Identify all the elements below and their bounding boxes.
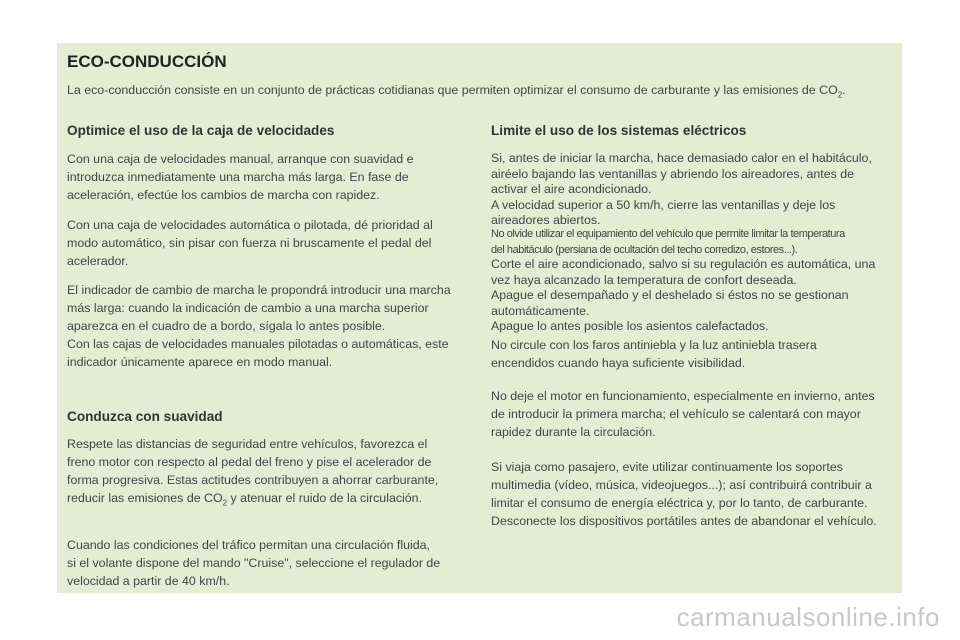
- electric-paragraph-air-conditioning: Corte el aire acondicionado, salvo si su regulación es automática, una vez haya alcanzado la temperatura de confort deseada. Apague el desempañado y el deshelado si éstos no se gestionan automáticamente. Apague lo antes posible los asientos calefactados.: [491, 257, 876, 333]
- eco-driving-panel: [57, 43, 902, 593]
- gearbox-paragraph-manual: Con una caja de velocidades manual, arranque con suavidad e introduzca inmediatamente una marcha más larga. En fase de aceleración, efectúe los cambios de marcha con rapidez.: [67, 152, 414, 202]
- gearbox-paragraph-automatic: Con una caja de velocidades automática o pilotada, dé prioridad al modo automático, sin pisar con fuerza ni bruscamente el pedal del acelerador.: [67, 218, 433, 268]
- electric-paragraph-fog-lights: No circule con los faros antiniebla y la luz antiniebla trasera encendidos cuando haya suficiente visibilidad.: [491, 338, 817, 370]
- intro-paragraph: La eco-conducción consiste en un conjunto de prácticas cotidianas que permiten optimizar el consumo de carburante y las emisiones de $CO_2$.: [67, 83, 846, 100]
- electric-systems-heading: Limite el uso de los sistemas eléctricos: [491, 123, 747, 138]
- electric-paragraph-engine-idle: No deje el motor en funcionamiento, especialmente en invierno, antes de introducir la primera marcha; el vehículo se calentará con mayor rapidez durante la circulación.: [491, 389, 875, 439]
- gearbox-paragraph-indicator: El indicador de cambio de marcha le propondrá introducir una marcha más larga: cuando la indicación de cambio a una marcha superior aparezca en el cuadro de a bordo, sígala lo antes posible. Con las cajas de velocidades manuales pilotadas o automáticas, este indicador únicamente aparece en modo manual.: [67, 283, 451, 369]
- page-title: ECO-CONDUCCIÓN: [67, 52, 227, 71]
- electric-paragraph-multimedia: Si viaja como pasajero, evite utilizar continuamente los soportes multimedia (vídeo, música, videojuegos...); así contribuirá contribuir a limitar el consumo de energía eléctrica y, por lo tanto, de carburante. Desconecte los dispositivos portátiles antes de abandonar el vehículo.: [491, 460, 877, 528]
- gearbox-heading: Optimice el uso de la caja de velocidades: [67, 123, 335, 138]
- electric-paragraph-ventilation: Si, antes de iniciar la marcha, hace demasiado calor en el habitáculo, airéelo bajando las ventanillas y abriendo los aireadores, antes de activar el aire acondicionado. A velocidad superior a 50 km/h, cierre las ventanillas y deje los aireadores abiertos.: [491, 151, 872, 227]
- watermark: carmanualsonline.info: [676, 602, 940, 632]
- smooth-driving-heading: Conduzca con suavidad: [67, 409, 223, 424]
- smooth-driving-paragraph-distance: Respete las distancias de seguridad entre vehículos, favorezca el freno motor con respecto al pedal del freno y pise el acelerador de forma progresiva. Estas actitudes contribuyen a ahorrar carburante, reducir las emisiones de $CO_2$ y atenuar el ruido de la circulación.: [67, 437, 439, 508]
- smooth-driving-paragraph-cruise: Cuando las condiciones del tráfico permitan una circulación fluida, si el volante dispone del mando "Cruise", seleccione el regulador de velocidad a partir de 40 km/h.: [67, 538, 441, 588]
- electric-note-equipment: No olvide utilizar el equipamiento del vehículo que permite limitar la temperatura del habitáculo (persiana de ocultación del techo corredizo, estores...).: [491, 228, 845, 256]
